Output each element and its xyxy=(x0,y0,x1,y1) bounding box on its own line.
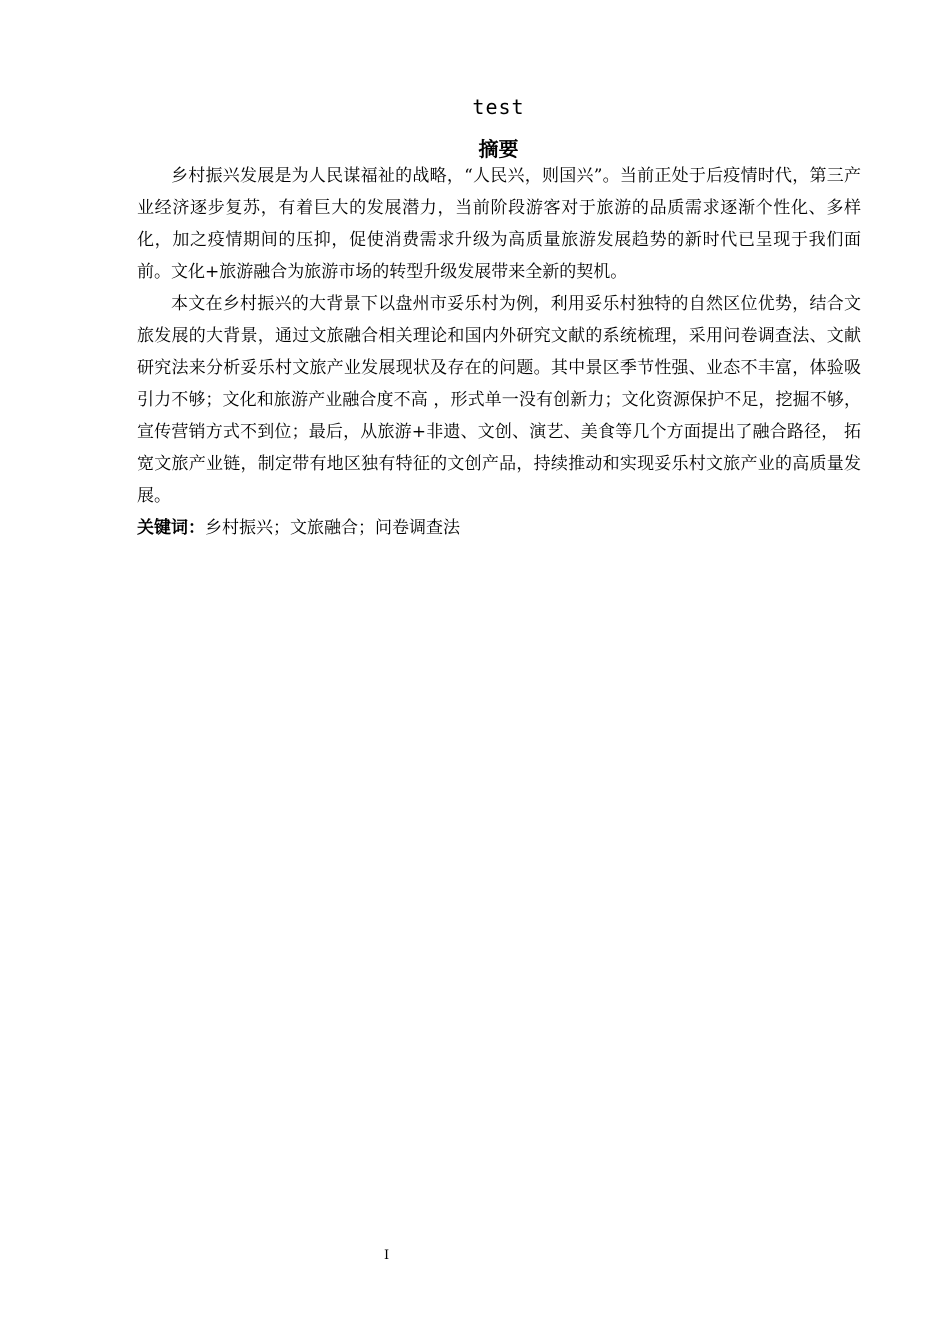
keywords-line xyxy=(137,512,861,544)
header-text: test xyxy=(472,95,525,119)
abstract-title: 摘要 xyxy=(478,137,519,161)
keywords-label: 关键词： xyxy=(137,518,205,538)
keywords-text: 乡村振兴；文旅融合；问卷调查法 xyxy=(205,518,460,538)
abstract-body xyxy=(137,160,861,544)
abstract-paragraph-2: 本文在乡村振兴的大背景下以盘州市妥乐村为例，利用妥乐村独特的自然区位优势，结合文旅发展的大背景，通过文旅融合相关理论和国内外研究文献的系统梳理，采用问卷调查法、文献研究法来分析妥乐村文旅产业发展现状及存在的问题。其中景区季节性强、业态不丰富，体验吸引力不够；文化和旅游产业融合度不高 ，形式单一没有创新力；文化资源保护不足，挖掘不够，宣传营销方式不到位；最后，从旅游+非遗、文创、演艺、美食等几个方面提出了融合路径， 拓宽文旅产业链，制定带有地区独有特征的文创产品，持续推动和实现妥乐村文旅产业的高质量发展。 xyxy=(137,294,861,506)
abstract-paragraph-1: 乡村振兴发展是为人民谋福祉的战略，“人民兴，则国兴”。当前正处于后疫情时代，第三产业经济逐步复苏，有着巨大的发展潜力，当前阶段游客对于旅游的品质需求逐渐个性化、多样化，加之疫情期间的压抑，促使消费需求升级为高质量旅游发展趋势的新时代已呈现于我们面前。文化+旅游融合为旅游市场的转型升级发展带来全新的契机。 xyxy=(137,166,861,282)
page-number: I xyxy=(384,1248,390,1263)
